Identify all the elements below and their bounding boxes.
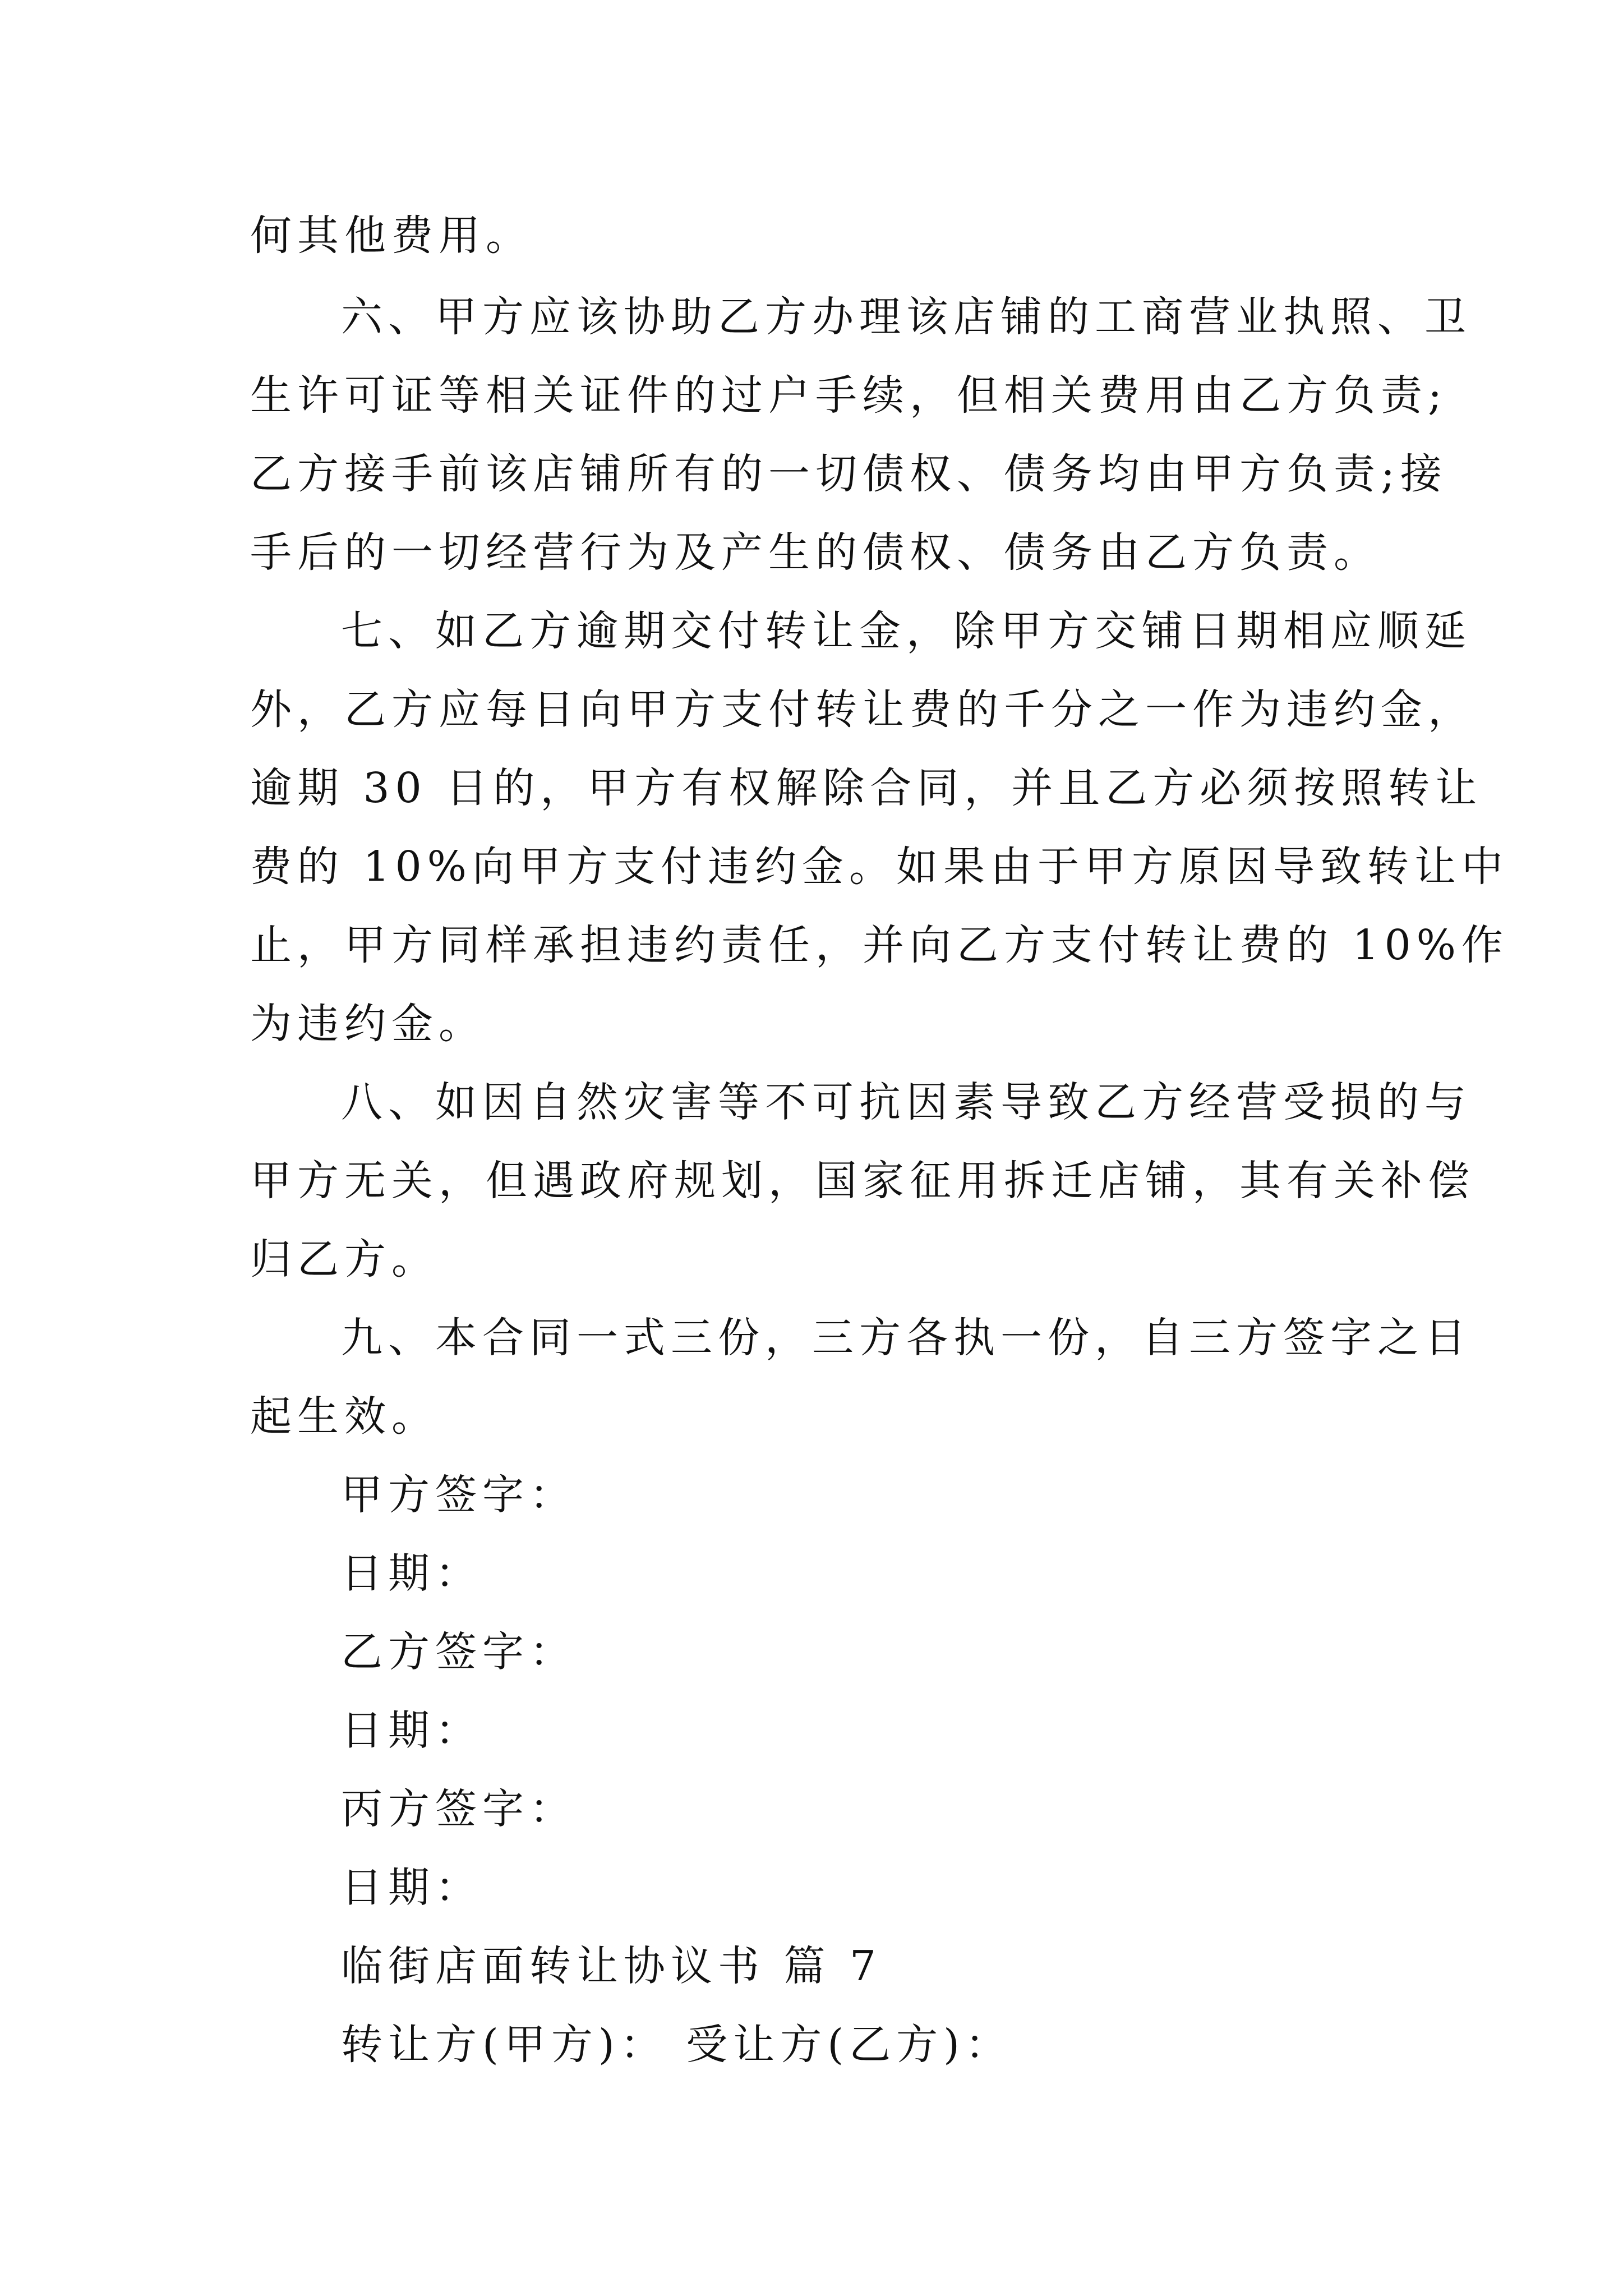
paragraph-6: 六、甲方应该协助乙方办理该店铺的工商营业执照、卫 (341, 293, 1472, 341)
party-c-date: 日期： (341, 1864, 482, 1912)
text-line: 外，乙方应每日向甲方支付转让费的千分之一作为违约金， (250, 685, 1475, 734)
paragraph-8: 八、如因自然灾害等不可抗因素导致乙方经营受损的与 (341, 1078, 1472, 1126)
paragraph-9: 九、本合同一式三份，三方各执一份，自三方签字之日 (341, 1314, 1472, 1362)
text-line: 为违约金。 (250, 1000, 486, 1048)
text-line: 何其他费用。 (250, 211, 533, 260)
transfer-parties: 转让方(甲方)： 受让方(乙方)： (341, 2021, 1013, 2069)
text-line: 乙方接手前该店铺所有的一切债权、债务均由甲方负责;接 (250, 450, 1447, 498)
text-line: 甲方无关，但遇政府规划，国家征用拆迁店铺，其有关补偿 (250, 1157, 1475, 1205)
text-line: 止，甲方同样承担违约责任，并向乙方支付转让费的 10%作 (250, 921, 1509, 969)
party-c-signature: 丙方签字： (341, 1785, 577, 1833)
text-line: 逾期 30 日的，甲方有权解除合同，并且乙方必须按照转让 (250, 764, 1483, 812)
text-line: 起生效。 (250, 1392, 439, 1441)
text-line: 归乙方。 (250, 1235, 439, 1283)
paragraph-7: 七、如乙方逾期交付转让金，除甲方交铺日期相应顺延 (341, 607, 1472, 655)
text-line: 生许可证等相关证件的过户手续，但相关费用由乙方负责; (250, 371, 1447, 420)
text-line: 费的 10%向甲方支付违约金。如果由于甲方原因导致转让中 (250, 843, 1509, 891)
party-a-signature: 甲方签字： (341, 1471, 577, 1519)
section-title: 临街店面转让协议书 篇 7 (341, 1942, 882, 1990)
text-line: 手后的一切经营行为及产生的债权、债务由乙方负责。 (250, 528, 1381, 577)
party-a-date: 日期： (341, 1549, 482, 1598)
party-b-date: 日期： (341, 1706, 482, 1755)
party-b-signature: 乙方签字： (341, 1628, 577, 1676)
